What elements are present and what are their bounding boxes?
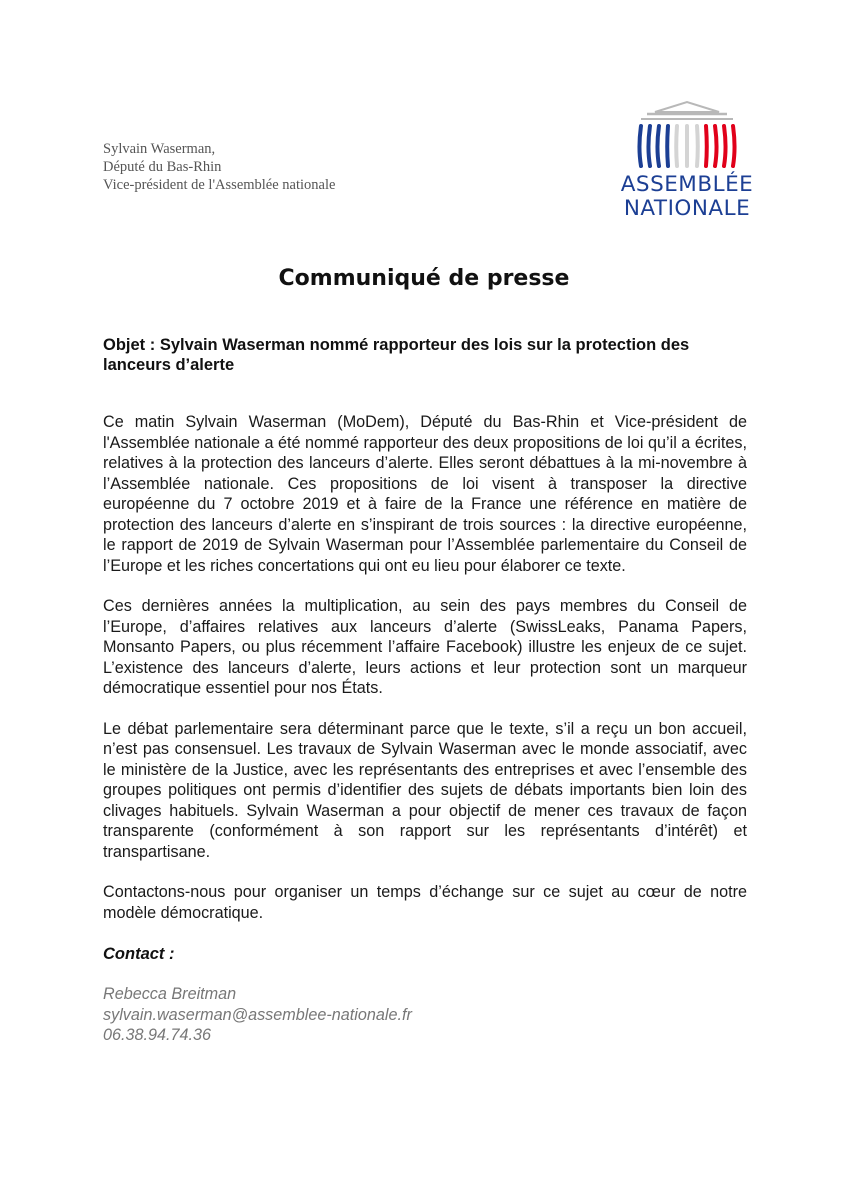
body-paragraph: Ce matin Sylvain Waserman (MoDem), Député du Bas-Rhin et Vice-président de l'Assemblée nationale a été nommé rapporteur des deux propositions de loi qu’il a écrites, relatives à la protection des lanceurs d’alerte. Elles seront débattues à la mi-novembre à l’Assemblée nationale. Ces propositions de loi visent à transposer la directive européenne du 7 octobre 2019 et à faire de la France une référence en matière de protection des lanceurs d’alerte en s’inspirant de trois sources : la directive européenne, le rapport de 2019 de Sylvain Waserman pour l’Assemblée parlementaire du Conseil de l’Europe et les riches concertations qui ont eu lieu pour élaborer ce texte. (103, 413, 747, 575)
assemblee-nationale-logo (607, 98, 767, 236)
sender-role: Député du Bas-Rhin (103, 159, 222, 175)
logo-wordmark (607, 173, 767, 221)
body-paragraph: Contactons-nous pour organiser un temps d’échange sur ce sujet au cœur de notre modèle démocratique. (103, 883, 747, 922)
contact-block (103, 984, 412, 1046)
subject-line: Objet : Sylvain Waserman nommé rapporteur des lois sur la protection des lanceurs d’alerte (103, 336, 690, 374)
contact-email[interactable]: sylvain.waserman@assemblee-nationale.fr (103, 1005, 412, 1024)
logo-line-assemblee: ASSEMBLÉE (620, 172, 754, 197)
logo-line-nationale: NATIONALE (623, 196, 751, 221)
press-release-body (103, 412, 747, 943)
body-paragraph: Ces dernières années la multiplication, au sein des pays membres du Conseil de l’Europe, d’affaires relatives aux lanceurs d’alerte (SwissLeaks, Panama Papers, Monsanto Papers, ou plus récemment l’affaire Facebook) illustre les enjeux de ce sujet. L’existence des lanceurs d’alerte, leurs actions et leur protection sont un marqueur démocratique essentiel pour nos États. (103, 597, 747, 697)
contact-heading: Contact : (103, 945, 175, 963)
contact-name: Rebecca Breitman (103, 985, 237, 1003)
page-title: Communiqué de presse (278, 266, 570, 291)
sender-role-vice-president: Vice-président de l'Assemblée nationale (103, 177, 336, 193)
sender-name: Sylvain Waserman, (103, 141, 216, 157)
body-paragraph: Le débat parlementaire sera déterminant parce que le texte, s’il a reçu un bon accueil, n’est pas consensuel. Les travaux de Sylvain Waserman avec le monde associatif, avec le ministère de la Justice, avec les représentants des entreprises et avec l’ensemble des groupes politiques ont permis d’identifier des sujets de débats importants bien loin des clivages habituels. Sylvain Waserman a pour objectif de mener ces travaux de façon transparente (conformément à son rapport sur les représentants d’intérêt) et transpartisane. (103, 719, 747, 861)
sender-block (103, 140, 335, 194)
hemicycle-icon (607, 98, 767, 170)
contact-phone: 06.38.94.74.36 (103, 1026, 212, 1044)
